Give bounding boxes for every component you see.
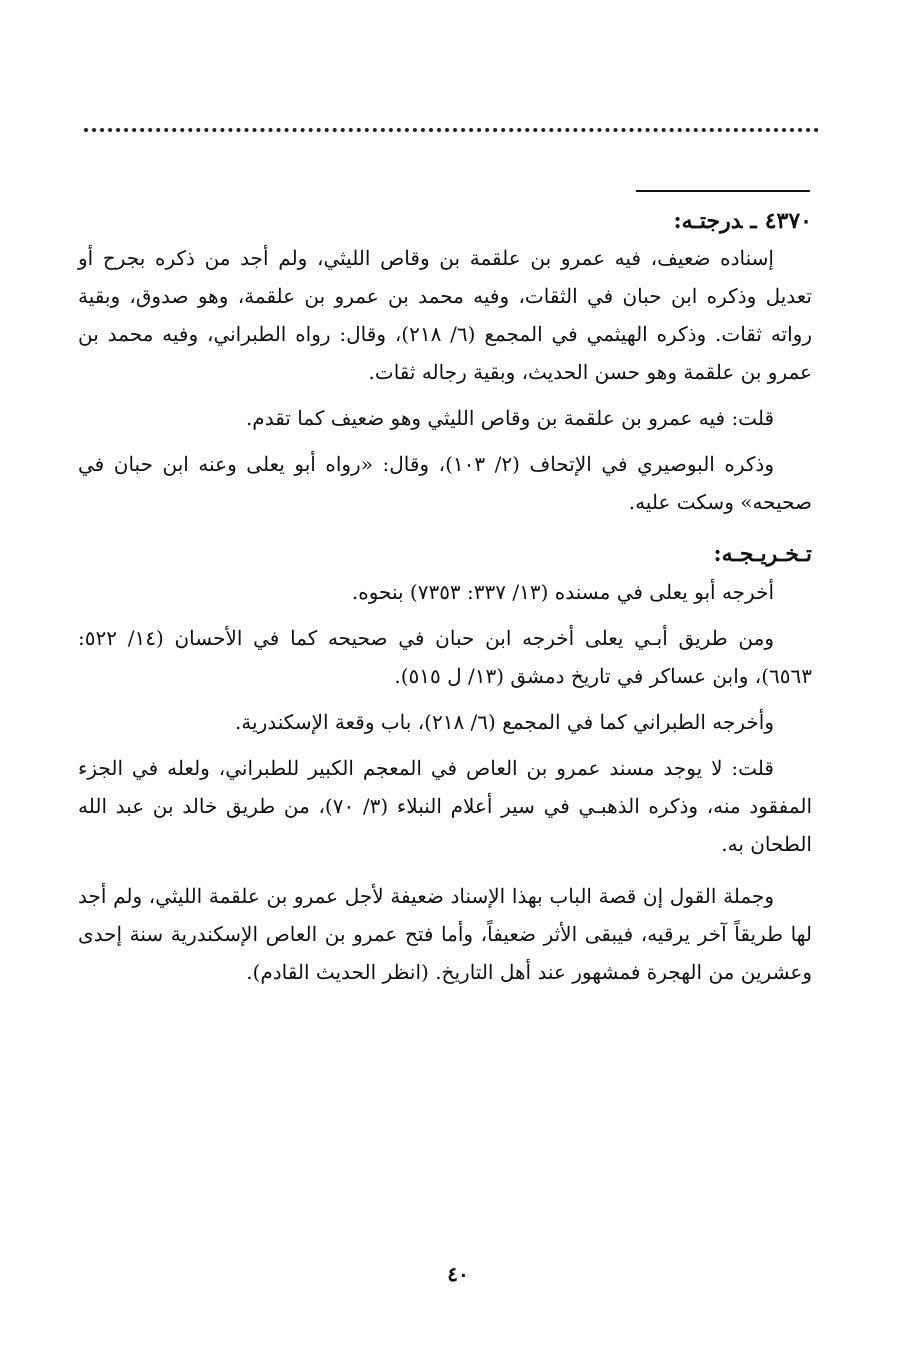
entry-dash: ـ — [750, 208, 757, 234]
conclusion-paragraph: وجملة القول إن قصة الباب بهذا الإسناد ضعيفة لأجل عمرو بن علقمة الليثي، ولم أجد لها طريقاً آخر يرقيه، فيبقى الأثر ضعيفاً، وأما فتح عمرو بن العاص الإسكندرية سنة إحدى وعشرين من الهجرة فمشهور عند أهل التاريخ. (انظر الحديث القادم). — [78, 884, 812, 984]
page-body — [78, 203, 812, 991]
busiri-paragraph: وذكره البوصيري في الإتحاف (٢/ ١٠٣)، وقال: «رواه أبو يعلى وعنه ابن حبان في صحيحه» وسكت عليه. — [78, 452, 812, 514]
entry-number: ٤٣٧٠ — [764, 208, 812, 234]
takhrij-heading: تـخـريـجـه: — [713, 541, 812, 567]
takhrij-paragraph-3: وأخرجه الطبراني كما في المجمع (٦/ ٢١٨)، باب وقعة الإسكندرية. — [234, 710, 774, 734]
grading-note-paragraph: قلت: فيه عمرو بن علقمة بن وقاص الليثي وهو ضعيف كما تقدم. — [245, 406, 774, 430]
takhrij-paragraph-1: أخرجه أبو يعلى في مسنده (١٣/ ٣٣٧: ٧٣٥٣) بنحوه. — [351, 580, 774, 604]
entry-label: درجتـه: — [673, 208, 743, 234]
dotted-separator — [84, 128, 819, 140]
grading-paragraph: إسناده ضعيف، فيه عمرو بن علقمة بن وقاص الليثي، ولم أجد من ذكره بجرح أو تعديل وذكره ابن حبان في الثقات، وفيه محمد بن عمرو بن علقمة، وهو صدوق، وبقية رواته ثقات. وذكره الهيثمي في المجمع (٦/ ٢١٨)، وقال: رواه الطبراني، وفيه محمد بن عمرو بن علقمة وهو حسن الحديث، وبقية رجاله ثقات. — [78, 246, 812, 384]
footnote-rule — [636, 190, 810, 192]
entry-heading — [78, 203, 812, 239]
page-number: ٤٠ — [447, 1262, 469, 1286]
takhrij-paragraph-2: ومن طريق أبـي يعلى أخرجه ابن حبان في صحيحه كما في الأحسان (١٤/ ٥٢٢: ٦٥٦٣)، وابن عساكر في تاريخ دمشق (١٣/ ل ٥١٥). — [78, 626, 812, 688]
takhrij-paragraph-4: قلت: لا يوجد مسند عمرو بن العاص في المعجم الكبير للطبراني، ولعله في الجزء المفقود منه، وذكره الذهبـي في سير أعلام النبلاء (٣/ ٧٠)، من طريق خالد بن عبد الله الطحان به. — [78, 756, 812, 856]
